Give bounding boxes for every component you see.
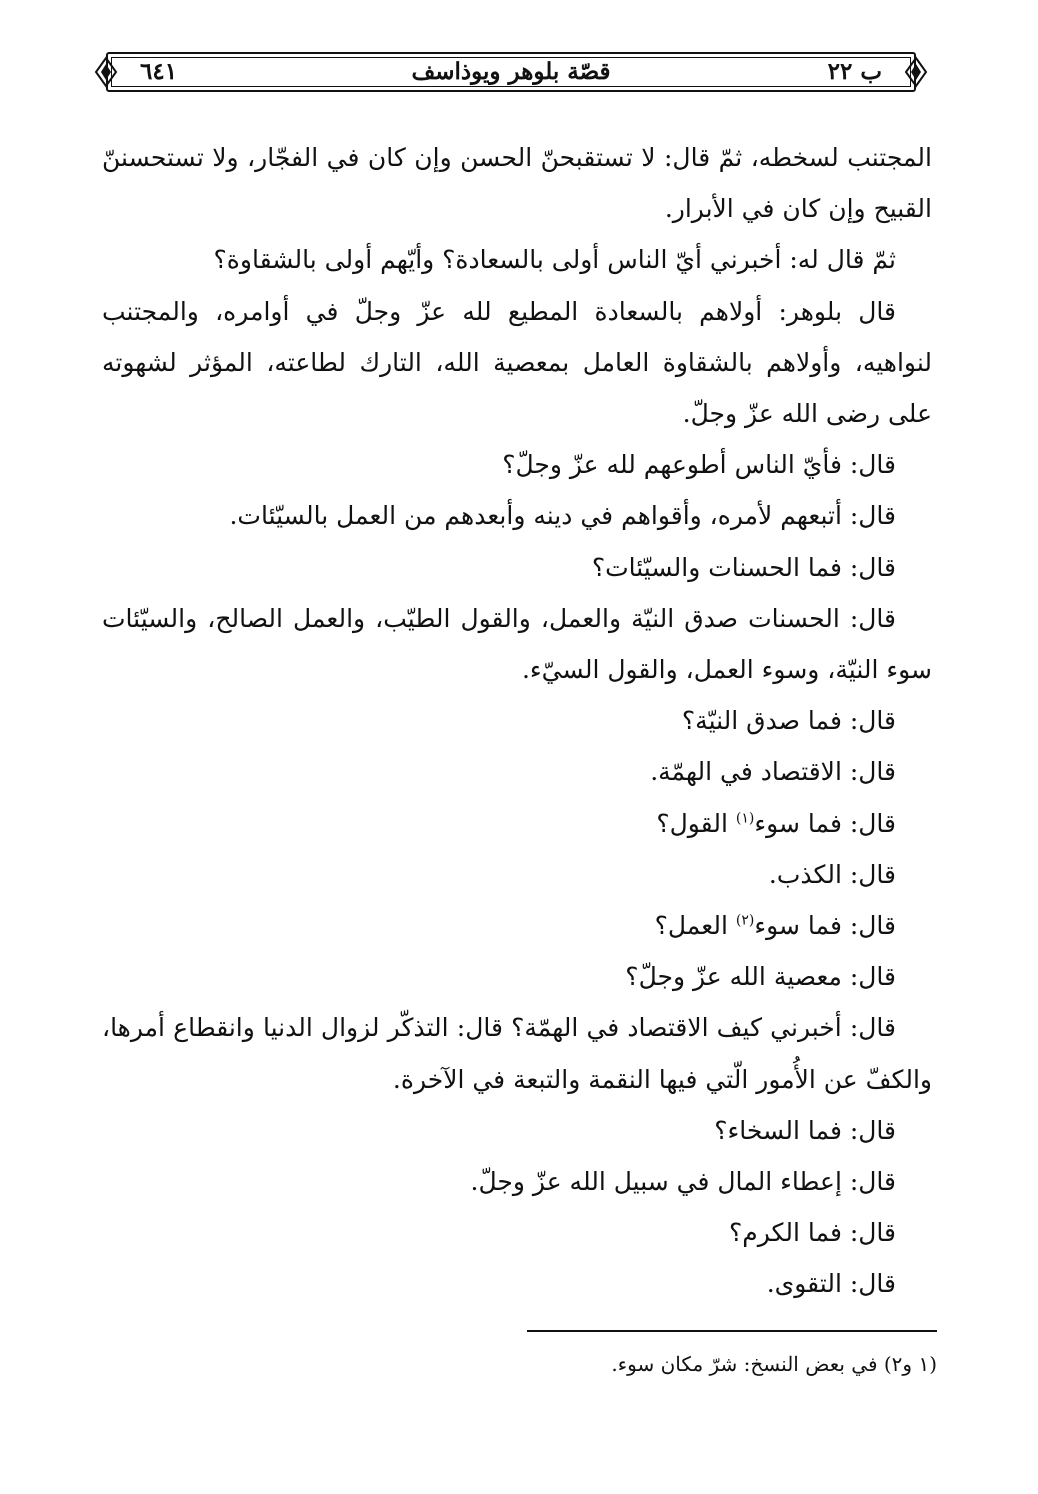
paragraph: قال: أخبرني كيف الاقتصاد في الهمّة؟ قال: التذكّر لزوال الدنيا وانقطاع أمرها، والكفّ عن الأُمور الّتي فيها النقمة والتبعة في الآخرة. — [102, 1013, 932, 1094]
footnote-ref[interactable]: (٢) — [735, 912, 755, 929]
paragraph: قال: معصية الله عزّ وجلّ؟ — [625, 962, 896, 992]
paragraph-text: قال: فما سوء — [754, 911, 896, 941]
paragraph: قال: الكذب. — [768, 859, 896, 889]
paragraph: قال: فما السخاء؟ — [714, 1115, 896, 1145]
paragraph: قال بلوهر: أولاهم بالسعادة المطيع لله عزّ وجلّ في أوامره، والمجتنب لنواهيه، وأولاهم بالشقاوة العامل بمعصية الله، التارك لطاعته، المؤثر لشهوته على رضى الله عزّ وجلّ. — [102, 296, 932, 429]
paragraph: قال: إعطاء المال في سبيل الله عزّ وجلّ. — [470, 1167, 896, 1197]
paragraph: قال: فما الحسنات والسيّئات؟ — [591, 552, 896, 582]
chapter-label: ب ٢٢ — [827, 58, 882, 85]
paragraph — [102, 798, 932, 849]
footnote: (١ و٢) في بعض النسخ: شرّ مكان سوء. — [611, 1352, 937, 1376]
paragraph: قال: التقوى. — [766, 1269, 896, 1299]
paragraph: ثمّ قال له: أخبرني أيّ الناس أولى بالسعادة؟ وأيّهم أولى بالشقاوة؟ — [213, 245, 896, 275]
body-text — [102, 132, 932, 1310]
paragraph: قال: الحسنات صدق النيّة والعمل، والقول الطيّب، والعمل الصالح، والسيّئات سوء النيّة، وسوء العمل، والقول السيّء. — [102, 603, 932, 685]
footnote-divider — [527, 1330, 937, 1332]
page-number: ٦٤١ — [140, 58, 178, 85]
paragraph: قال: الاقتصاد في الهمّة. — [650, 757, 896, 787]
paragraph — [102, 900, 932, 951]
running-header — [92, 48, 930, 96]
paragraph-text: قال: فما سوء — [754, 808, 896, 838]
paragraph: قال: فما صدق النيّة؟ — [681, 706, 896, 736]
page-title: قصّة بلوهر ويوذاسف — [411, 58, 611, 85]
paragraph: قال: فأيّ الناس أطوعهم لله عزّ وجلّ؟ — [502, 450, 896, 480]
paragraph: قال: فما الكرم؟ — [729, 1218, 896, 1248]
paragraph: قال: أتبعهم لأمره، وأقواهم في دينه وأبعدهم من العمل بالسيّئات. — [229, 501, 896, 531]
paragraph: المجتنب لسخطه، ثمّ قال: لا تستقبحنّ الحسن وإن كان في الفجّار، ولا تستحسننّ القبيح وإن كان في الأبرار. — [102, 143, 932, 224]
paragraph-text: العمل؟ — [654, 911, 736, 941]
paragraph-text: القول؟ — [656, 808, 736, 838]
footnote-ref[interactable]: (١) — [735, 810, 755, 827]
